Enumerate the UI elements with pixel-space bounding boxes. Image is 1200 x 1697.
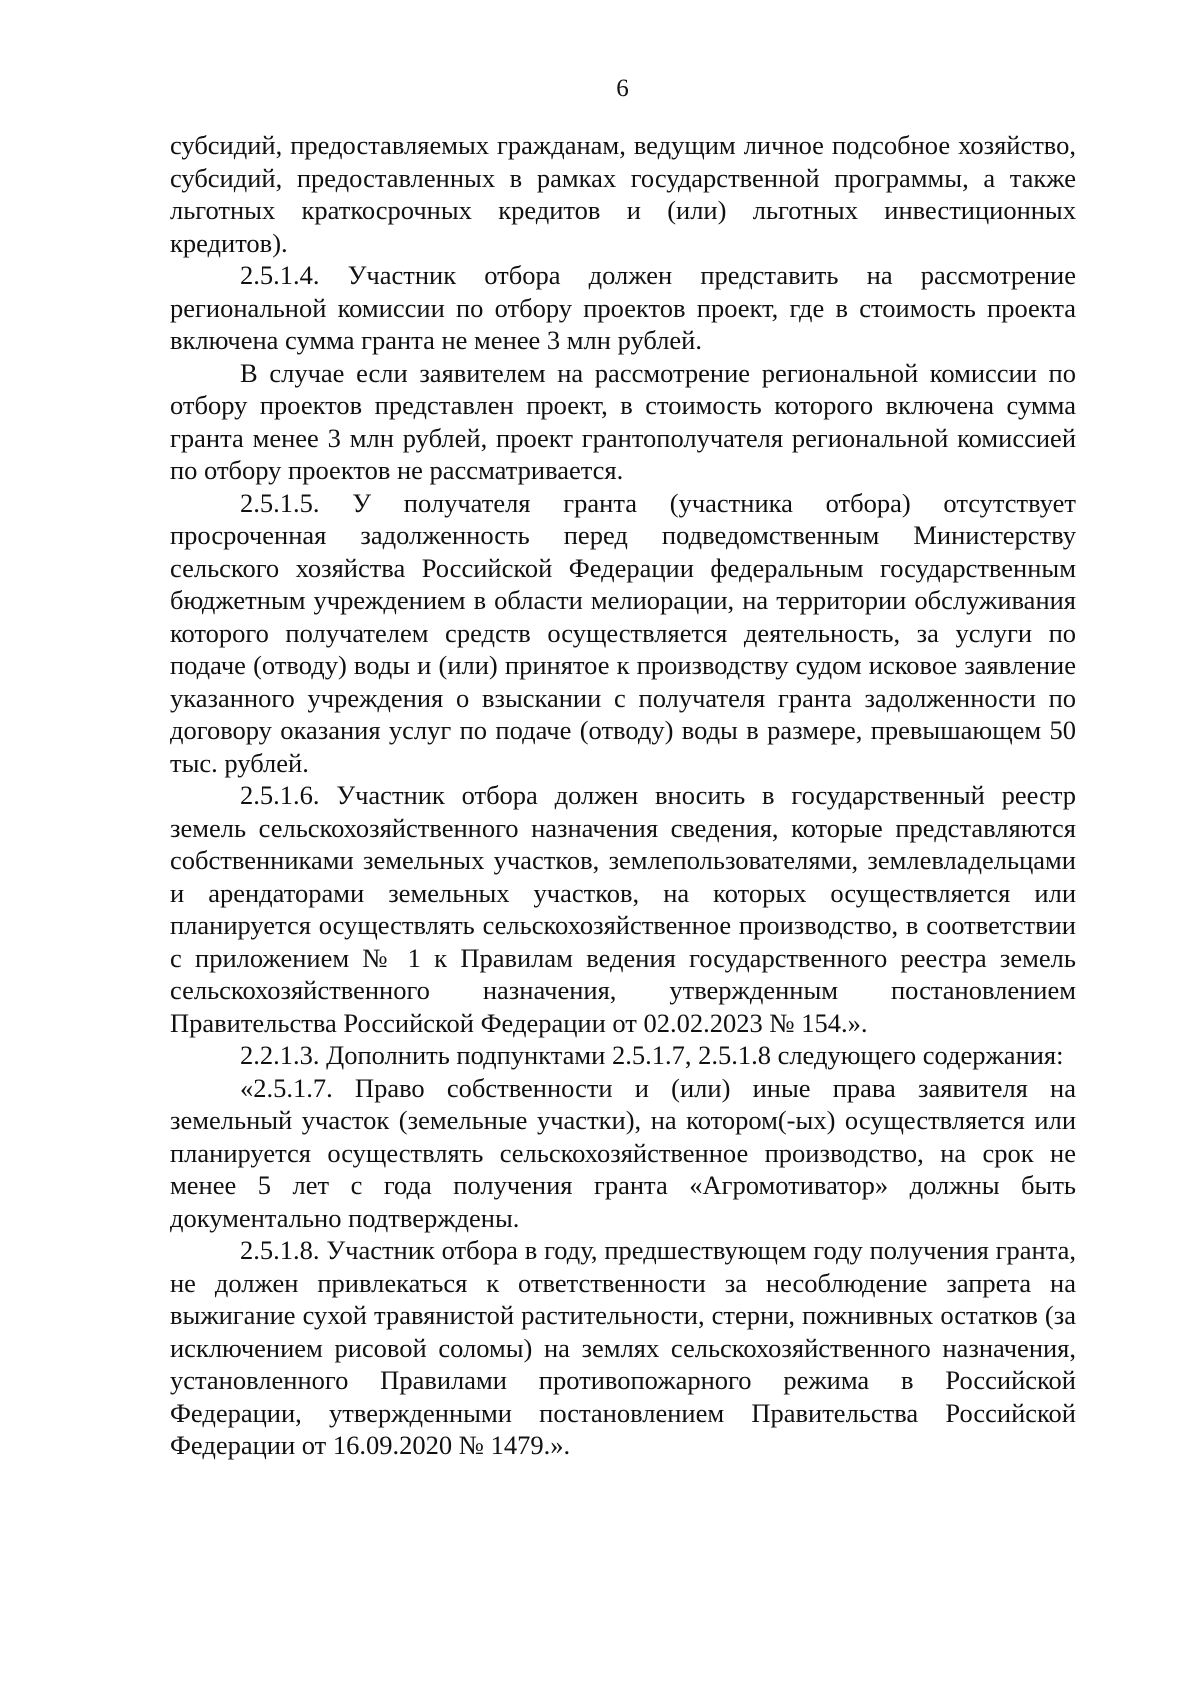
page-number: 6 — [616, 75, 629, 102]
paragraph-p7: «2.5.1.7. Право собственности и (или) иные права заявителя на земельный участок (земельные участки), на котором(-ых) осуществляется или планируется осуществлять сельскохозяйственное производство, на срок не менее 5 лет с года получения гранта «Агромотиватор» должны быть документально подтверждены. — [170, 1072, 1076, 1233]
paragraph-p5: 2.5.1.6. Участник отбора должен вносить в государственный реестр земель сельскохозяйственного назначения сведения, которые представляются собственниками земельных участков, землепользователями, землевладельцами и арендаторами земельных участков, на которых осуществляется или планируется осуществлять сельскохозяйственное производство, в соответствии с приложением № 1 к Правилам ведения государственного реестра земель сельскохозяйственного назначения, утвержденным постановлением Правительства Российской Федерации от 02.02.2023 № 154.». — [170, 780, 1076, 1038]
paragraph-p8: 2.5.1.8. Участник отбора в году, предшествующем году получения гранта, не должен привлекаться к ответственности за несоблюдение запрета на выжигание сухой травянистой растительности, стерни, пожнивных остатков (за исключением рисовой соломы) на землях сельскохозяйственного назначения, установленного Правилами противопожарного режима в Российской Федерации, утвержденными постановлением Правительства Российской Федерации от 16.09.2020 № 1479.». — [170, 1235, 1076, 1460]
paragraph-p6: 2.2.1.3. Дополнить подпунктами 2.5.1.7, 2.5.1.8 следующего содержания: — [240, 1040, 1064, 1070]
document-body — [170, 129, 1076, 1462]
paragraph-p1: субсидий, предоставляемых гражданам, ведущим личное подсобное хозяйство, субсидий, предоставленных в рамках государственной программы, а также льготных краткосрочных кредитов и (или) льготных инвестиционных кредитов). — [170, 130, 1076, 258]
paragraph-p3: В случае если заявителем на рассмотрение региональной комиссии по отбору проектов представлен проект, в стоимость которого включена сумма гранта менее 3 млн рублей, проект грантополучателя региональной комиссией по отбору проектов не рассматривается. — [170, 357, 1076, 485]
paragraph-p4: 2.5.1.5. У получателя гранта (участника отбора) отсутствует просроченная задолженность перед подведомственным Министерству сельского хозяйства Российской Федерации федеральным государственным бюджетным учреждением в области мелиорации, на территории обслуживания которого получателем средств осуществляется деятельность, за услуги по подаче (отводу) воды и (или) принятое к производству судом исковое заявление указанного учреждения о взыскании с получателя гранта задолженности по договору оказания услуг по подаче (отводу) воды в размере, превышающем 50 тыс. рублей. — [170, 487, 1076, 778]
paragraph-p2: 2.5.1.4. Участник отбора должен представить на рассмотрение региональной комиссии по отбору проектов проект, где в стоимость проекта включена сумма гранта не менее 3 млн рублей. — [170, 260, 1076, 355]
